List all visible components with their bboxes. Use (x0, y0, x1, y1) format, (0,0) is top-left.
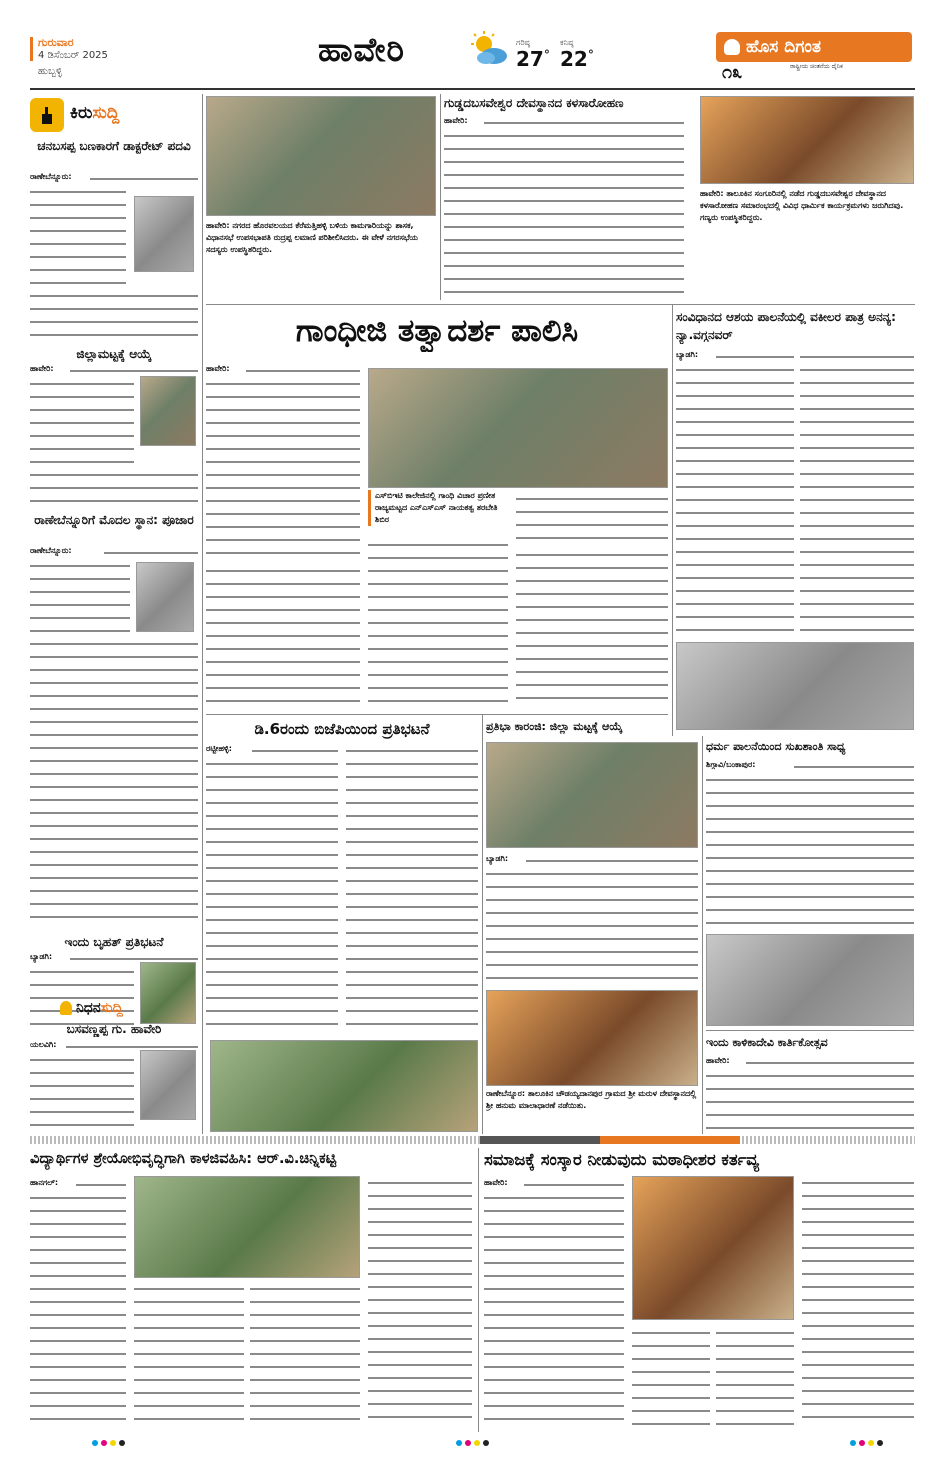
gandhi-photo-caption-box (368, 490, 508, 526)
gandhi-place: ಹಾವೇರಿ: (206, 364, 230, 373)
registration-dots-right (850, 1440, 883, 1446)
kalika-place: ಹಾವೇರಿ: (706, 1056, 730, 1065)
max-temp-label: ಗರಿಷ್ಠ (516, 38, 530, 47)
date-rule (30, 37, 33, 61)
samaja-story (484, 1148, 914, 1432)
nidhana-photo (140, 1050, 196, 1120)
min-deg: ° (587, 48, 594, 62)
nidhana-place: ಯಲವಿಗಿ: (30, 1040, 57, 1049)
kirusuddi-item-3-body-3 (30, 637, 198, 923)
gandhi-bottom-rule (206, 714, 668, 715)
kalasarohana-photo-caption: ಹಾವೇರಿ: ತಾಲೂಕಿನ ಸಂಗೂರಿನಲ್ಲಿ ನಡೆದ ಗುಡ್ಡದಬಸವೇಶ್ವರ ದೇವಸ್ಥಾನದ ಕಳಸಾರೋಹಣ ಸಮಾರಂಭದಲ್ಲಿ ವಿವಿಧ ಧಾರ್ಮಿಕ ಕಾರ್ಯಕ್ರಮಗಳು ಜರುಗಿದವು. ಗಣ್ಯರು ಉಪಸ್ಥಿತರಿದ್ದರು. (700, 189, 904, 222)
registration-dots-left (92, 1440, 125, 1446)
nidhana-header (60, 1000, 123, 1016)
samvidhana-body-c (800, 350, 914, 636)
kirusuddi-item-1-body-3 (30, 289, 198, 341)
kalasarohana-body (484, 116, 684, 129)
bjp-photo (210, 1040, 478, 1132)
vidyarthi-photo (134, 1176, 360, 1278)
samaja-body-c (632, 1326, 710, 1425)
bjp-headline: ಡಿ.6ರಂದು ಬಿಜೆಪಿಯಿಂದ ಪ್ರತಿಭಟನೆ (254, 720, 430, 738)
min-temp-label: ಕನಿಷ್ಠ (560, 38, 574, 47)
pratibha-photo (486, 742, 698, 848)
pratibha-photo-caption: ರಾಣೇಬೆನ್ನೂರ: ತಾಲೂಕಿನ ಚೌಡಯ್ಯದಾನಪುರ ಗ್ರಾಮದ ಶ್ರೀ ಮರುಳ ದೇವಸ್ಥಾನದಲ್ಲಿ ಶ್ರೀ ಹನುಮ ಮಾಲಾಧಾರಣೆ ನಡೆಯಿತು. (486, 1089, 697, 1110)
gandhi-photo-caption: ಎಸ್‌ಬಿಇಟಿ ಕಾಲೇಜಿನಲ್ಲಿ ಗಾಂಧಿ ವಿಚಾರ ಪ್ರಣೀತ ರಾಜ್ಯಮಟ್ಟದ ಎನ್ಎಸ್ಎಸ್ ನಾಯಕತ್ವ ತರಬೇತಿ ಶಿಬಿರ (375, 491, 498, 524)
kirusuddi-item-2-body-2 (30, 377, 134, 468)
samvidhana-photo (676, 642, 914, 730)
min-temp: 22 (560, 47, 588, 71)
bjp-body-c (346, 744, 478, 1030)
kalasarohana-story (444, 94, 914, 300)
mid-rule (672, 304, 673, 736)
kirusuddi-item-2-headline: ಜಿಲ್ಲಾಮಟ್ಟಕ್ಕೆ ಆಯ್ಕೆ (76, 347, 152, 361)
vidyarthi-story (30, 1148, 472, 1432)
kalasarohana-place: ಹಾವೇರಿ: (444, 116, 468, 125)
kirusuddi-item-2-photo (140, 376, 196, 446)
kalika-body-a (746, 1056, 914, 1069)
bjp-place: ರಟ್ಟೀಹಳ್ಳಿ: (206, 744, 232, 753)
page-number: ೧೩ (722, 62, 743, 83)
min-temp-block (560, 38, 594, 70)
samaja-place: ಹಾವೇರಿ: (484, 1178, 508, 1187)
paper-name: ಹೊಸ ದಿಗಂತ (746, 37, 821, 57)
dharma-place: ಶಿಗ್ಗಾವಿ/ಬಂಕಾಪುರ: (706, 760, 756, 769)
registration-dots-center (456, 1440, 489, 1446)
lamp-icon-small (60, 1001, 72, 1015)
top-band-rule (206, 304, 915, 305)
dharma-story (706, 738, 914, 1028)
gandhi-body-col1-top (246, 364, 360, 377)
pratibha-headline: ಪ್ರತಿಭಾ ಕಾರಂಜಿ: ಜಿಲ್ಲಾ ಮಟ್ಟಕ್ಕೆ ಆಯ್ಕೆ (486, 720, 623, 733)
kirusuddi-item-3 (30, 512, 198, 555)
gandhi-photo (368, 368, 668, 488)
date-label: 4 ಡಿಸೆಂಬರ್ 2025 (38, 50, 108, 61)
paper-logo (716, 32, 912, 62)
kirusuddi-item-3-place: ರಾಣೇಬೆನ್ನೂರು: (30, 546, 72, 555)
kirusuddi-title-b: ಸುದ್ದಿ (92, 103, 120, 123)
lamp-icon (724, 39, 740, 55)
samvidhana-body-a (716, 350, 794, 363)
bottom-band-accent-2 (600, 1136, 740, 1144)
pratibha-body-b (486, 867, 698, 984)
bjp-body-a (252, 744, 338, 757)
max-temp: 27 (516, 47, 544, 71)
vidyarthi-body-e (368, 1176, 472, 1425)
samaja-headline: ಸಮಾಜಕ್ಕೆ ಸಂಸ್ಕಾರ ನೀಡುವುದು ಮಠಾಧೀಶರ ಕರ್ತವ್ಯ (484, 1150, 759, 1169)
nidhana-title-b: ಸುದ್ದಿ (100, 1000, 123, 1016)
kirusuddi-item-1-place: ರಾಣೇಬೆನ್ನೂರು: (30, 172, 72, 181)
top-photo-caption: ಹಾವೇರಿ: ನಗರದ ಹೊರವಲಯದ ಕೆರೆಮತ್ತಿಹಳ್ಳಿ ಬಳಿಯ ಕಾಮಗಾರಿಯನ್ನು ಶಾಸಕ, ವಿಧಾನಸಭೆ ಉಪಸಭಾಪತಿ ರುದ್ರಪ್ಪ ಲಮಾಣಿ ಪರಿಶೀಲಿಸಿದರು. ಈ ವೇಳೆ ನಗರಸಭೆಯ ಸದಸ್ಯರು ಉಪಸ್ಥಿತರಿದ್ದರು. (206, 221, 418, 254)
bjp-story (206, 718, 478, 1134)
samaja-body-a (524, 1178, 624, 1191)
kirusuddi-item-4-place: ಬ್ಯಾಡಗಿ: (30, 952, 53, 961)
top-photo (206, 96, 436, 216)
pratibha-story (486, 718, 698, 1134)
kirusuddi-column (30, 94, 198, 1134)
bottom-band-bar (30, 1136, 915, 1144)
kirusuddi-item-3-body (104, 546, 198, 559)
samvidhana-story (676, 308, 914, 732)
kirusuddi-item-4-headline: ಇಂದು ಬೃಹತ್ ಪ್ರತಿಭಟನೆ (64, 935, 164, 949)
kirusuddi-item-2-body-3 (30, 468, 198, 507)
samaja-body-b (484, 1191, 624, 1425)
bjp-rule (482, 714, 483, 1134)
pratibha-rule (702, 736, 703, 1134)
day-label: ಗುರುವಾರ (38, 36, 74, 49)
edition-city: ಹುಬ್ಬಳ್ಳಿ (38, 66, 63, 77)
bottom-mid-rule (478, 1148, 479, 1432)
kalika-story (706, 1034, 914, 1134)
kirusuddi-header (30, 98, 198, 132)
kalika-body-b (706, 1069, 914, 1134)
hand-icon (30, 98, 64, 132)
pratibha-photo-2 (486, 990, 698, 1086)
max-deg: ° (543, 48, 550, 62)
district-title: ಹಾವೇರಿ (318, 30, 405, 69)
kirusuddi-item-3-body-2 (30, 559, 130, 637)
nidhana-title-a: ನಿಧನ (76, 1000, 101, 1016)
kalasarohana-photo (700, 96, 914, 184)
vidyarthi-body-b (30, 1191, 126, 1425)
gandhi-body-col1 (206, 377, 360, 559)
gandhi-headline: ಗಾಂಧೀಜಿ ತತ್ವಾದರ್ಶ ಪಾಲಿಸಿ (295, 313, 579, 349)
gandhi-body-col1-b (206, 564, 360, 707)
pratibha-body-a (526, 854, 698, 867)
dharma-body-b (706, 773, 914, 929)
kirusuddi-item-2 (30, 346, 198, 373)
kirusuddi-title-a: ಕಿರು (70, 103, 93, 123)
dharma-photo (706, 934, 914, 1026)
kirusuddi-item-3-photo (136, 562, 194, 632)
vidyarthi-body-d (250, 1282, 360, 1425)
kirusuddi-item-1-photo (134, 196, 194, 272)
max-temp-block (516, 38, 550, 70)
samvidhana-place: ಬ್ಯಾಡಗಿ: (676, 350, 699, 359)
samvidhana-headline: ಸಂವಿಧಾನದ ಆಶಯ ಪಾಲನೆಯಲ್ಲಿ ವಕೀಲರ ಪಾತ್ರ ಅನನ್ಯ: ನ್ಯಾ.ವಗ್ಗನವರ್ (676, 310, 896, 342)
top-center-rule (440, 94, 441, 300)
samaja-photo (632, 1176, 794, 1320)
pratibha-place: ಬ್ಯಾಡಗಿ: (486, 854, 509, 863)
gandhi-body-col3-a (516, 492, 668, 544)
bjp-body-b (206, 757, 338, 1030)
date-block (38, 36, 188, 62)
dharma-body-a (794, 760, 914, 773)
gandhi-story (206, 308, 668, 710)
gandhi-body-col2 (368, 538, 508, 707)
kalika-headline: ಇಂದು ಕಾಳಿಕಾದೇವಿ ಕಾರ್ತಿಕೋತ್ಸವ (706, 1036, 828, 1049)
left-col-rule (202, 94, 203, 1134)
masthead (0, 0, 945, 92)
kirusuddi-item-3-headline: ರಾಣೇಬೆನ್ನೂರಿಗೆ ಮೊದಲ ಸ್ಥಾನ: ಪೂಜಾರ (34, 513, 194, 527)
kirusuddi-item-1 (30, 138, 198, 181)
kirusuddi-item-1-body (90, 172, 198, 185)
nidhana-body-2 (30, 1053, 134, 1131)
nidhana-block (30, 1000, 198, 1130)
kalasarohana-headline: ಗುಡ್ಡದಬಸವೇಶ್ವರ ದೇವಸ್ಥಾನದ ಕಳಸಾರೋಹಣ (444, 96, 624, 110)
dharma-bottom-rule (706, 1030, 914, 1031)
kalasarohana-body-2 (444, 129, 684, 298)
bottom-band-accent (480, 1136, 600, 1144)
paper-tagline: ರಾಷ್ಟ್ರೀಯ ಚಿಂತನೆಯ ದೈನಿಕ (790, 63, 843, 70)
kirusuddi-item-1-body-2 (30, 185, 126, 289)
nidhana-name: ಬಸವಣ್ಣಪ್ಪ ಗು. ಹಾವೇರಿ (66, 1022, 162, 1036)
samaja-body-d (716, 1326, 794, 1425)
vidyarthi-body-a (76, 1178, 126, 1191)
weather-icon (470, 30, 510, 70)
vidyarthi-place: ಹಾನಗಲ್: (30, 1178, 59, 1187)
kirusuddi-title (70, 103, 119, 123)
samaja-body-e (802, 1176, 914, 1425)
masthead-rule (30, 88, 915, 90)
samvidhana-body-b (676, 363, 794, 636)
dharma-headline: ಧರ್ಮ ಪಾಲನೆಯಿಂದ ಸುಖಶಾಂತಿ ಸಾಧ್ಯ (706, 740, 846, 753)
kirusuddi-item-4 (30, 934, 198, 961)
kirusuddi-item-1-headline: ಚನಬಸಪ್ಪ ಬಣಕಾರಗೆ ಡಾಕ್ಟರೇಟ್ ಪದವಿ (37, 139, 191, 153)
kirusuddi-item-2-place: ಹಾವೇರಿ: (30, 364, 54, 373)
gandhi-body-col3-b (516, 548, 668, 707)
vidyarthi-headline: ವಿದ್ಯಾರ್ಥಿಗಳ ಶ್ರೇಯೋಭಿವೃದ್ಧಿಗಾಗಿ ಕಾಳಜಿವಹಿಸಿ: ಆರ್.ವಿ.ಚಿನ್ನಿಕಟ್ಟಿ (30, 1151, 337, 1167)
vidyarthi-body-c (134, 1282, 244, 1425)
